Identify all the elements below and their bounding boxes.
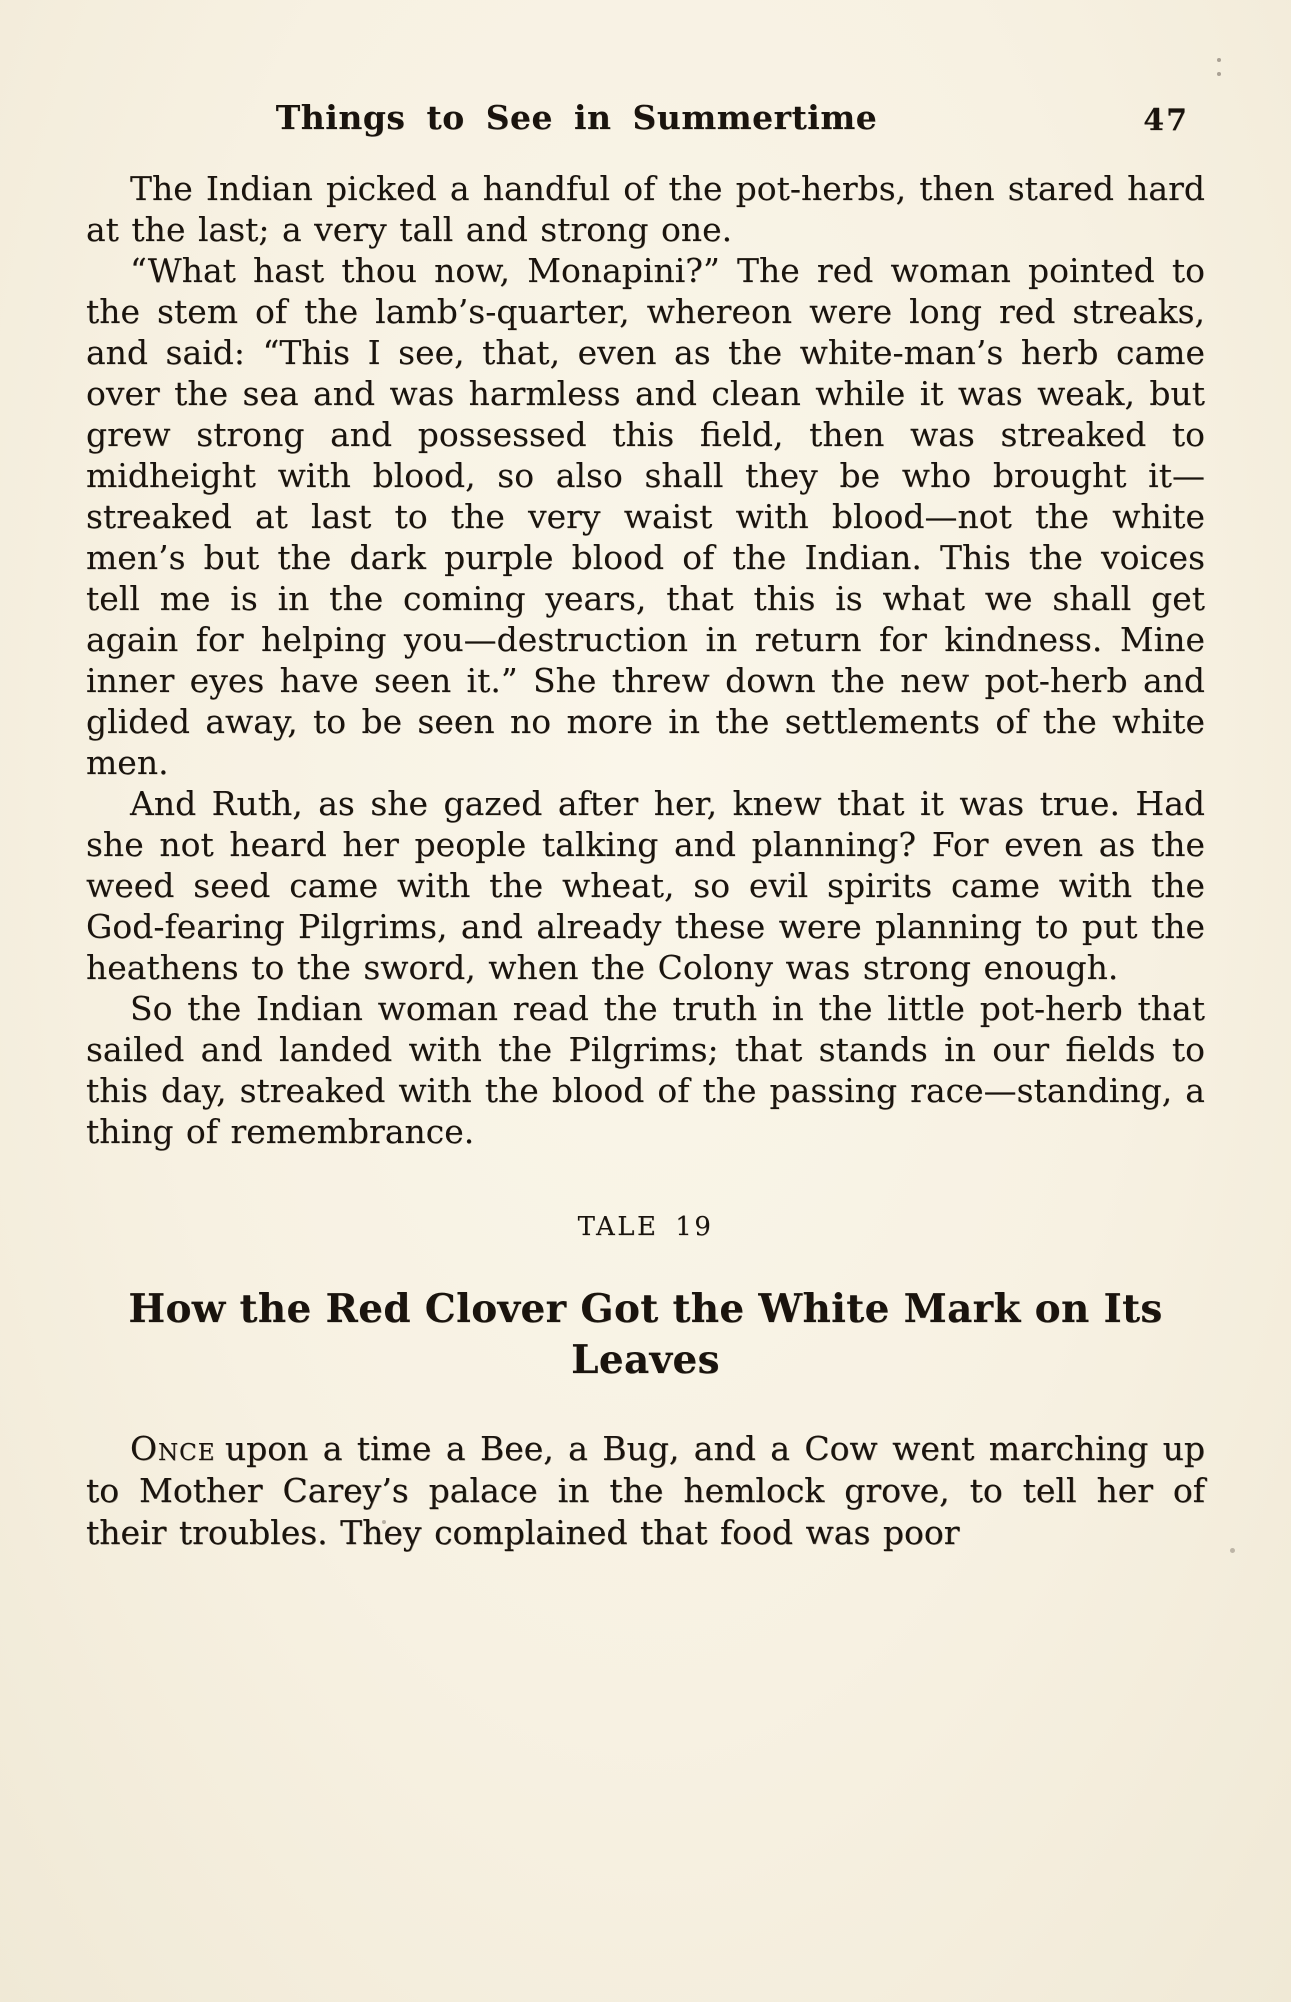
story-paragraph: And Ruth, as she gazed after her, knew that it was true. Had she not heard her people talking and planning? For even as the weed seed came with the wheat, so evil spirits came with the God-fearing Pilgrims, and already these were planning to put the heathens to the sword, when the Colony was strong enough.	[86, 784, 1205, 987]
scan-speck	[1217, 72, 1221, 76]
running-title: Things to See in Summertime	[275, 98, 878, 137]
page-number: 47	[1143, 103, 1189, 138]
story-paragraph: So the Indian woman read the truth in the little pot-herb that sailed and landed with the Pilgrims; that stands in our fields to this day, streaked with the blood of the passing race—standing, a thing of remembrance.	[86, 989, 1205, 1151]
opening-word-smallcaps: Once	[130, 1429, 216, 1468]
tale-number-label: TALE 19	[577, 1212, 714, 1242]
scan-speck	[1217, 58, 1221, 62]
scan-speck	[382, 1520, 386, 1524]
opening-paragraph-text: upon a time a Bee, a Bug, and a Cow went marching up to Mother Carey’s palace in the hemlock grove, to tell her of their troubles. They complained that food was poor	[86, 1429, 1205, 1552]
tale-opening-paragraph	[86, 1428, 1205, 1554]
story-body	[86, 168, 1205, 1152]
tale-title: How the Red Clover Got the White Mark on Its Leaves	[128, 1286, 1163, 1383]
page-header	[86, 98, 1205, 144]
story-paragraph: The Indian picked a handful of the pot-herbs, then stared hard at the last; a very tall and strong one.	[86, 169, 1205, 249]
story-paragraph: “What hast thou now, Monapini?” The red woman pointed to the stem of the lamb’s-quarter, whereon were long red streaks, and said: “This I see, that, even as the white-man’s herb came over the sea and was harmless and clean while it was weak, but grew strong and possessed this field, then was streaked to midheight with blood, so also shall they be who brought it—streaked at last to the very waist with blood—not the white men’s but the dark purple blood of the Indian. This the voices tell me is in the coming years, that this is what we shall get again for helping you—destruction in return for kindness. Mine inner eyes have seen it.” She threw down the new pot-herb and glided away, to be seen no more in the settlements of the white men.	[86, 251, 1205, 782]
scan-speck	[1230, 1548, 1235, 1553]
tale-section	[86, 1212, 1205, 1554]
